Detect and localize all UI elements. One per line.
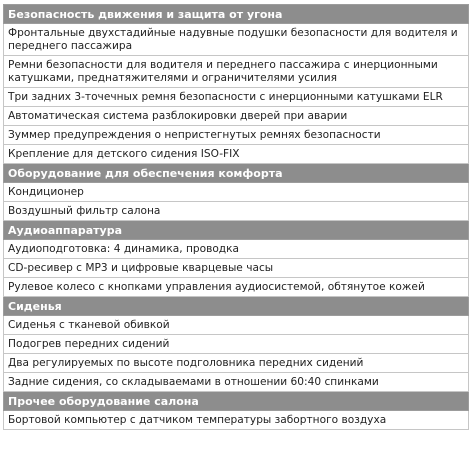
section-header-safety xyxy=(4,5,469,24)
feature-item: Задние сидения, со складываемами в отношении 60:40 спинками xyxy=(4,373,469,392)
section-title: Прочее оборудование салона xyxy=(4,392,469,411)
table-row xyxy=(4,354,469,373)
table-row xyxy=(4,56,469,88)
table-row xyxy=(4,24,469,56)
section-header-audio xyxy=(4,221,469,240)
table-row xyxy=(4,145,469,164)
feature-item: Воздушный фильтр салона xyxy=(4,202,469,221)
table-row xyxy=(4,316,469,335)
table-row xyxy=(4,259,469,278)
feature-item: Ремни безопасности для водителя и переднего пассажира с инерционными катушками, преднатяжителями и ограничителями усилия xyxy=(4,56,469,88)
feature-item: Аудиоподготовка: 4 динамика, проводка xyxy=(4,240,469,259)
feature-item: Крепление для детского сидения ISO-FIX xyxy=(4,145,469,164)
feature-item: Зуммер предупреждения о непристегнутых ремнях безопасности xyxy=(4,126,469,145)
feature-item: Автоматическая система разблокировки дверей при аварии xyxy=(4,107,469,126)
feature-item: Рулевое колесо с кнопками управления аудиосистемой, обтянутое кожей xyxy=(4,278,469,297)
table-row xyxy=(4,107,469,126)
feature-item: Сиденья с тканевой обивкой xyxy=(4,316,469,335)
feature-item: Кондиционер xyxy=(4,183,469,202)
feature-item: Фронтальные двухстадийные надувные подушки безопасности для водителя и переднего пассажира xyxy=(4,24,469,56)
section-title: Аудиоаппаратура xyxy=(4,221,469,240)
table-row xyxy=(4,202,469,221)
table-row xyxy=(4,373,469,392)
feature-item: Два регулируемых по высоте подголовника передних сидений xyxy=(4,354,469,373)
section-header-comfort xyxy=(4,164,469,183)
feature-item: Бортовой компьютер с датчиком температуры забортного воздуха xyxy=(4,411,469,430)
section-title: Безопасность движения и защита от угона xyxy=(4,5,469,24)
table-row xyxy=(4,240,469,259)
table-row xyxy=(4,183,469,202)
table-row xyxy=(4,411,469,430)
table-row xyxy=(4,335,469,354)
section-header-interior xyxy=(4,392,469,411)
feature-item: CD-ресивер с MP3 и цифровые кварцевые часы xyxy=(4,259,469,278)
section-header-seats xyxy=(4,297,469,316)
table-row xyxy=(4,278,469,297)
feature-item: Подогрев передних сидений xyxy=(4,335,469,354)
equipment-spec-table xyxy=(3,4,469,430)
table-row xyxy=(4,126,469,145)
table-row xyxy=(4,88,469,107)
section-title: Оборудование для обеспечения комфорта xyxy=(4,164,469,183)
feature-item: Три задних 3-точечных ремня безопасности с инерционными катушками ELR xyxy=(4,88,469,107)
section-title: Сиденья xyxy=(4,297,469,316)
